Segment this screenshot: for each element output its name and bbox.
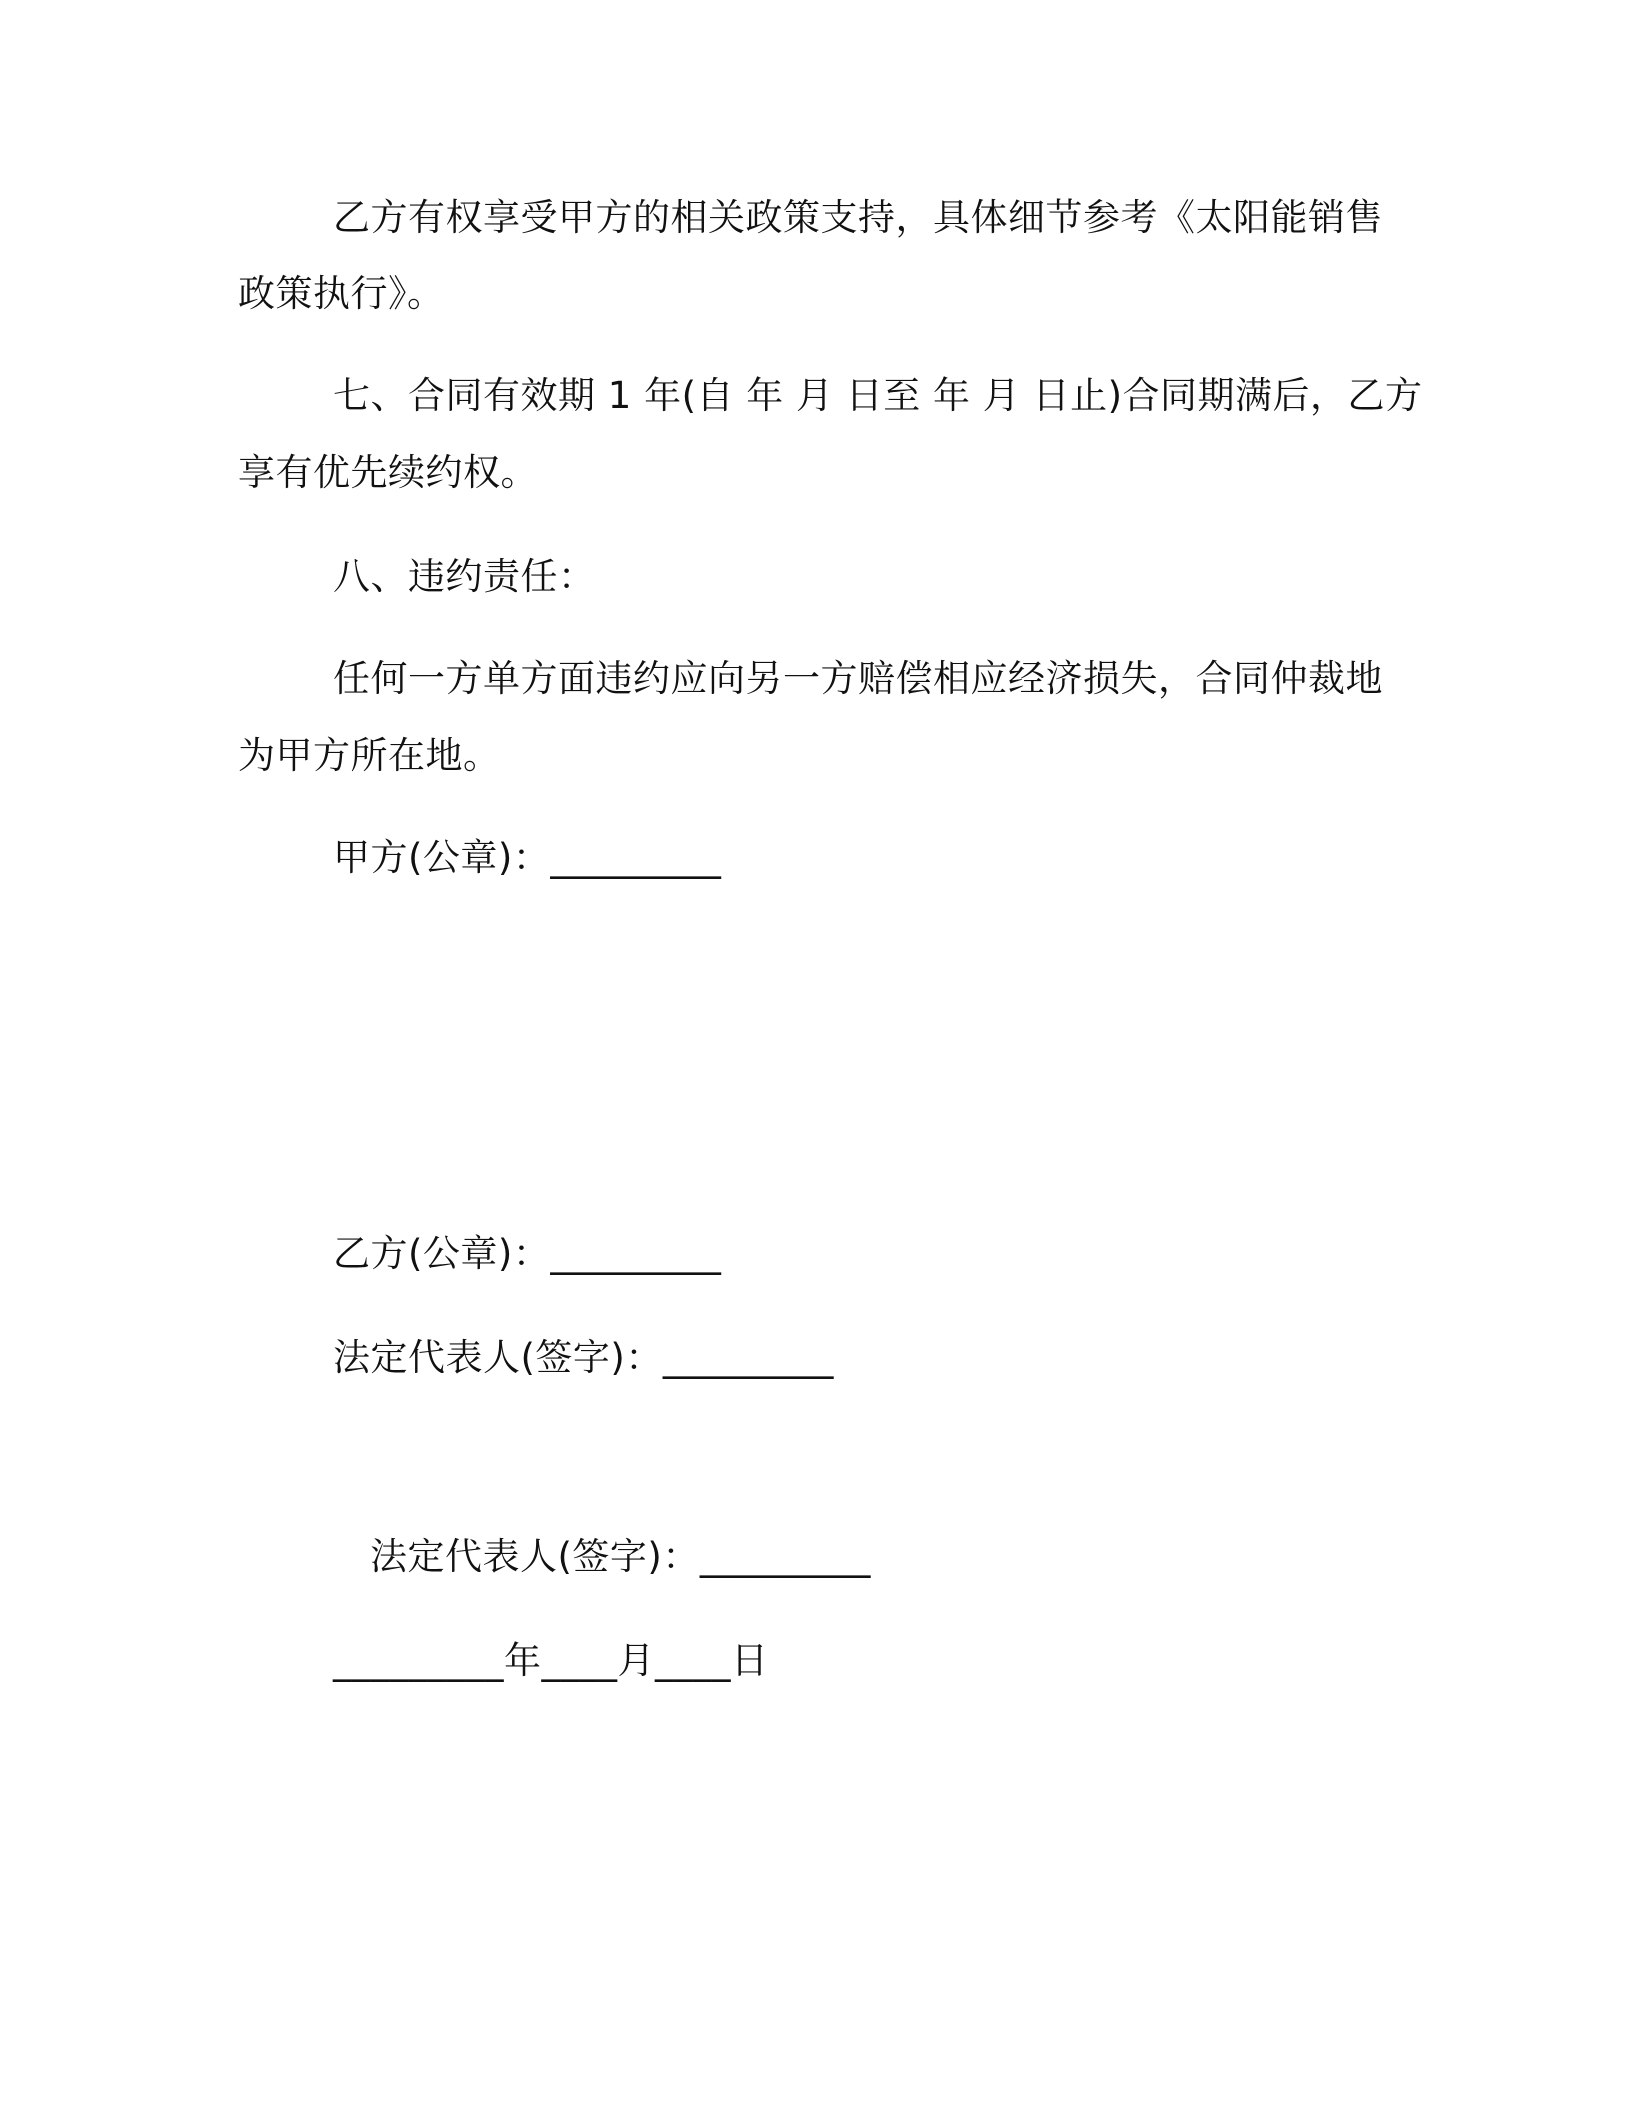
para3-line2: 为甲方所在地。	[238, 734, 501, 777]
legal-rep-signature-line-2: 法定代表人(签字)：_________	[370, 1535, 871, 1578]
para1-line2: 政策执行》。	[238, 272, 445, 315]
party-a-seal-line: 甲方(公章)：_________	[333, 836, 722, 879]
legal-rep-signature-line-1: 法定代表人(签字)：_________	[333, 1336, 834, 1379]
para3-line1: 任何一方单方面违约应向另一方赔偿相应经济损失，合同仲裁地	[333, 657, 1383, 700]
clause7-line2: 享有优先续约权。	[238, 451, 538, 494]
party-b-seal-line: 乙方(公章)：_________	[333, 1232, 722, 1275]
date-line: _________年____月____日	[333, 1639, 769, 1682]
clause8-heading: 八、违约责任：	[333, 555, 596, 598]
para1-line1: 乙方有权享受甲方的相关政策支持，具体细节参考《太阳能销售	[333, 196, 1383, 239]
clause7-line1: 七、合同有效期 1 年(自 年 月 日至 年 月 日止)合同期满后，乙方	[333, 374, 1423, 417]
